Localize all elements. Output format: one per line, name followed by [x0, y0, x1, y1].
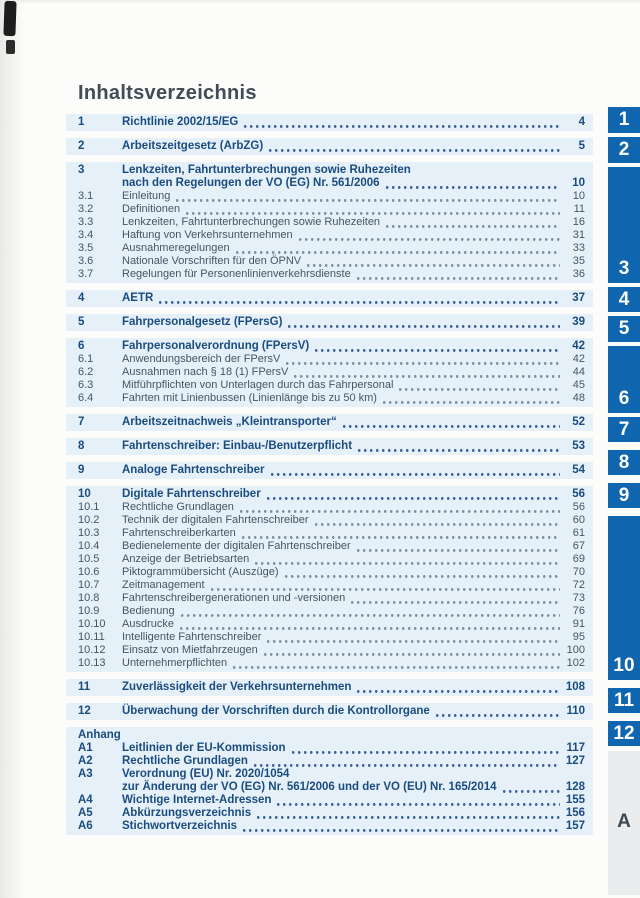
toc-entry [78, 164, 585, 177]
toc-entry-number: 6.2 [78, 366, 94, 378]
toc-entry-number: 10.10 [78, 618, 106, 630]
toc-entry-number: 10.8 [78, 592, 100, 604]
dotted-leader [267, 633, 560, 644]
toc-entry-number: A6 [78, 820, 93, 832]
toc-entry-number: 10.11 [78, 631, 105, 643]
toc-entry-title: Definitionen [122, 203, 181, 215]
toc-entry [78, 566, 585, 579]
toc-entry-page: 4 [578, 116, 585, 128]
toc-entry-page: 60 [572, 514, 585, 526]
dotted-leader [351, 594, 560, 605]
scan-artifact-mark [6, 40, 15, 54]
dotted-leader [399, 381, 560, 392]
dotted-leader [286, 355, 560, 366]
dotted-leader [503, 783, 560, 794]
toc-entry-page: 48 [572, 392, 585, 404]
toc-entry-title: Fahrtenschreibergenerationen und -versionen [122, 592, 346, 604]
toc-entry [78, 755, 585, 768]
toc-entry-title: Ausnahmen nach § 18 (1) FPersV [122, 366, 289, 378]
toc-entry-page: 31 [572, 229, 585, 241]
chapter-tab-label: 1 [618, 109, 630, 130]
chapter-tab-label: 9 [618, 484, 630, 506]
toc-entry-page: 45 [572, 379, 585, 391]
toc-entry-title: Fahrten mit Linienbussen (Linienlänge bis zu 50 km) [122, 392, 377, 404]
toc-entry-title: Haftung von Verkehrsunternehmen [122, 229, 293, 241]
toc-group [66, 290, 593, 307]
toc-entry [78, 729, 585, 742]
toc-entry-number: 6.4 [78, 392, 94, 404]
toc-entry-number: 10 [78, 488, 91, 500]
toc-entry-page: 33 [572, 242, 585, 254]
toc-entry [78, 177, 585, 190]
toc-entry-title: AETR [122, 292, 154, 304]
toc-group [66, 162, 593, 283]
dotted-leader [269, 142, 560, 153]
dotted-leader [271, 466, 560, 477]
toc-entry-title: Ausdrucke [122, 618, 174, 630]
chapter-tab-label: 6 [618, 388, 630, 409]
toc-entry [78, 255, 585, 268]
toc-entry-title: Arbeitszeitgesetz (ArbZG) [122, 140, 264, 152]
toc-entry-page: 70 [572, 566, 585, 578]
dotted-leader [176, 192, 560, 203]
toc-group [66, 314, 593, 331]
toc-entry-page: 117 [566, 742, 585, 754]
toc-entry-title: Nationale Vorschriften für den ÖPNV [122, 255, 302, 267]
dotted-leader [307, 257, 560, 268]
toc-entry-number: A5 [78, 807, 93, 819]
scan-edge-shadow [0, 0, 24, 898]
toc-entry-title: Digitale Fahrtenschreiber [122, 488, 261, 500]
toc-entry-number: 3.3 [78, 216, 94, 228]
toc-entry-number: 6.3 [78, 379, 94, 391]
chapter-tab-5 [608, 316, 640, 342]
toc-entry-page: 39 [572, 316, 585, 328]
chapter-tab-label: 8 [618, 451, 630, 473]
toc-entry-number: 6 [78, 340, 85, 352]
scan-artifact-mark [3, 1, 16, 36]
chapter-tab-label: 11 [613, 689, 635, 711]
chapter-tab-label: 2 [618, 139, 630, 160]
toc-entry [78, 553, 585, 566]
toc-entry-title: Einsatz von Mietfahrzeugen [122, 644, 258, 656]
toc-entry-number: 10.1 [78, 501, 100, 513]
toc-entry-number: 7 [78, 416, 85, 428]
toc-entry-title: Intelligente Fahrtenschreiber [122, 631, 262, 643]
chapter-tab-label: 5 [618, 318, 630, 339]
toc-entry [78, 781, 585, 794]
toc-entry [78, 540, 585, 553]
toc-group [66, 462, 593, 479]
toc-group [66, 486, 593, 672]
toc-list [66, 114, 593, 835]
toc-entry [78, 605, 585, 618]
chapter-tab-label: 10 [613, 655, 635, 676]
toc-entry-number: 12 [78, 705, 91, 717]
toc-entry-page: 56 [572, 488, 585, 500]
toc-entry [78, 216, 585, 229]
chapter-tab-7 [608, 417, 640, 442]
toc-entry-number: Anhang [78, 729, 121, 741]
toc-entry-page: 73 [572, 592, 585, 604]
dotted-leader [358, 442, 560, 453]
toc-entry-title: Zuverlässigkeit der Verkehrsunternehmen [122, 681, 352, 693]
toc-entry-page: 37 [572, 292, 585, 304]
toc-entry-number: 1 [78, 116, 85, 128]
toc-group [66, 114, 593, 131]
toc-entry-page: 54 [572, 464, 585, 476]
toc-entry-page: 127 [565, 755, 585, 767]
toc-entry-title: Anzeige der Betriebsarten [122, 553, 250, 565]
toc-entry-number: A3 [78, 768, 93, 780]
toc-entry [78, 379, 585, 392]
toc-page [66, 83, 593, 842]
toc-entry-page: 56 [572, 501, 585, 513]
chapter-tab-6 [608, 346, 640, 413]
toc-entry-page: 10 [572, 177, 585, 189]
dotted-leader [264, 646, 560, 657]
toc-entry [78, 116, 585, 129]
toc-entry-number: A2 [78, 755, 93, 767]
toc-entry [78, 820, 585, 833]
dotted-leader [285, 568, 560, 579]
toc-entry-page: 42 [572, 353, 585, 365]
toc-entry [78, 681, 585, 694]
chapter-tab-10 [608, 516, 640, 680]
toc-entry-page: 52 [572, 416, 585, 428]
toc-entry-title: Abkürzungsverzeichnis [122, 807, 252, 819]
toc-entry [78, 366, 585, 379]
toc-entry-page: 44 [572, 366, 585, 378]
toc-entry-page: 110 [566, 705, 585, 717]
toc-entry-number: 3.6 [78, 255, 94, 267]
toc-entry-title: Bedienung [122, 605, 175, 617]
toc-entry-number: 6.1 [78, 353, 94, 365]
toc-entry-title: Technik der digitalen Fahrtenschreiber [122, 514, 309, 526]
toc-entry [78, 464, 585, 477]
dotted-leader [386, 179, 560, 190]
toc-entry-number: 3.5 [78, 242, 94, 254]
toc-entry-title: Verordnung (EU) Nr. 2020/1054 [122, 768, 290, 780]
toc-group [66, 679, 593, 696]
toc-entry-page: 10 [572, 190, 585, 202]
toc-entry [78, 657, 585, 670]
toc-entry-title: Einleitung [122, 190, 171, 202]
toc-entry-number: 10.5 [78, 553, 100, 565]
dotted-leader [181, 607, 560, 618]
toc-entry-title: Ausnahmeregelungen [122, 242, 230, 254]
toc-entry-page: 11 [573, 203, 585, 215]
dotted-leader [233, 659, 560, 670]
toc-entry-title: Anwendungsbereich der FPersV [122, 353, 281, 365]
toc-entry-number: 10.13 [78, 657, 106, 669]
dotted-leader [343, 418, 560, 429]
toc-group [66, 414, 593, 431]
toc-entry [78, 440, 585, 453]
toc-entry [78, 618, 585, 631]
toc-entry-title: Piktogrammübersicht (Auszüge) [122, 566, 279, 578]
toc-entry-title: Fahrpersonalverordnung (FPersV) [122, 340, 310, 352]
toc-entry [78, 592, 585, 605]
chapter-tab-8 [608, 450, 640, 475]
toc-entry-number: 10.2 [78, 514, 100, 526]
toc-entry-page: 91 [572, 618, 585, 630]
chapter-tab-3 [608, 167, 640, 283]
toc-entry-title: Leitlinien der EU-Kommission [122, 742, 286, 754]
dotted-leader [236, 244, 560, 255]
dotted-leader [240, 503, 560, 514]
toc-entry [78, 631, 585, 644]
toc-entry-number: A1 [78, 742, 93, 754]
chapter-tab-label: 7 [618, 418, 630, 440]
dotted-leader [244, 118, 560, 129]
toc-entry [78, 742, 585, 755]
toc-entry-page: 61 [572, 527, 585, 539]
toc-entry [78, 229, 585, 242]
toc-entry-number: 10.12 [78, 644, 106, 656]
dotted-leader [294, 368, 560, 379]
toc-entry [78, 644, 585, 657]
toc-entry [78, 514, 585, 527]
toc-entry-title: Rechtliche Grundlagen [122, 755, 248, 767]
toc-entry [78, 807, 585, 820]
toc-entry-page: 100 [566, 644, 585, 656]
toc-entry [78, 316, 585, 329]
toc-group [66, 138, 593, 155]
toc-entry-title: Fahrtenschreiberkarten [122, 527, 236, 539]
dotted-leader [254, 757, 560, 768]
dotted-leader [357, 542, 560, 553]
toc-entry [78, 501, 585, 514]
toc-entry-title: Lenkzeiten, Fahrtunterbrechungen sowie Ruhezeiten [122, 216, 381, 228]
toc-entry [78, 190, 585, 203]
toc-entry-page: 128 [565, 781, 585, 793]
toc-entry-page: 156 [565, 807, 585, 819]
chapter-tab-12 [608, 721, 640, 746]
toc-entry [78, 292, 585, 305]
toc-entry-page: 36 [572, 268, 585, 280]
toc-entry [78, 527, 585, 540]
dotted-leader [357, 270, 560, 281]
dotted-leader [315, 516, 561, 527]
dotted-leader [267, 490, 560, 501]
toc-entry-page: 76 [572, 605, 585, 617]
toc-entry-title: Regelungen für Personenlinienverkehrsdienste [122, 268, 351, 280]
toc-entry-title: Fahrpersonalgesetz (FPersG) [122, 316, 283, 328]
toc-entry-number: 10.6 [78, 566, 100, 578]
toc-entry-number: 8 [78, 440, 85, 452]
toc-entry-title: nach den Regelungen der VO (EG) Nr. 561/2006 [122, 177, 380, 189]
toc-entry-number: 2 [78, 140, 85, 152]
toc-group [66, 727, 593, 835]
toc-entry-number: 11 [78, 681, 91, 693]
toc-entry-number: 10.7 [78, 579, 100, 591]
chapter-tab-2 [608, 137, 640, 163]
chapter-tab-A [608, 751, 640, 895]
toc-group [66, 338, 593, 407]
dotted-leader [257, 809, 560, 820]
toc-entry-number: 5 [78, 316, 85, 328]
toc-entry-number: 9 [78, 464, 85, 476]
toc-entry-title: Stichwortverzeichnis [122, 820, 238, 832]
toc-entry [78, 268, 585, 281]
toc-entry-title: Mitführpflichten von Unterlagen durch das Fahrpersonal [122, 379, 394, 391]
page-title: Inhaltsverzeichnis [78, 82, 257, 104]
dotted-leader [288, 318, 560, 329]
dotted-leader [315, 342, 560, 353]
toc-entry [78, 768, 585, 781]
dotted-leader [186, 205, 560, 216]
toc-entry-page: 102 [566, 657, 585, 669]
toc-entry-page: 67 [572, 540, 585, 552]
dotted-leader [255, 555, 560, 566]
toc-entry-title: Lenkzeiten, Fahrtunterbrechungen sowie Ruhezeiten [122, 164, 411, 176]
chapter-tab-label: A [617, 810, 631, 832]
toc-entry-number: 3.7 [78, 268, 94, 280]
toc-entry [78, 140, 585, 153]
toc-entry [78, 488, 585, 501]
toc-entry-page: 53 [572, 440, 585, 452]
toc-entry [78, 579, 585, 592]
chapter-tab-11 [608, 688, 640, 713]
dotted-leader [211, 581, 560, 592]
toc-entry-page: 5 [578, 140, 585, 152]
chapter-tab-1 [608, 107, 640, 133]
toc-entry-page: 42 [572, 340, 585, 352]
toc-entry-page: 35 [572, 255, 585, 267]
toc-entry [78, 705, 585, 718]
toc-entry-number: 10.9 [78, 605, 100, 617]
toc-entry-title: Unternehmerpflichten [122, 657, 228, 669]
toc-entry-number: 4 [78, 292, 85, 304]
toc-entry-page: 95 [572, 631, 585, 643]
dotted-leader [242, 529, 560, 540]
dotted-leader [299, 231, 560, 242]
scan-top-shadow [0, 0, 640, 4]
dotted-leader [277, 796, 560, 807]
dotted-leader [159, 294, 560, 305]
dotted-leader [180, 620, 560, 631]
toc-entry [78, 340, 585, 353]
toc-entry [78, 794, 585, 807]
toc-entry-page: 155 [565, 794, 585, 806]
toc-entry-title: zur Änderung der VO (EG) Nr. 561/2006 und der VO (EU) Nr. 165/2014 [122, 781, 497, 793]
toc-entry-number: A4 [78, 794, 93, 806]
toc-group [66, 703, 593, 720]
dotted-leader [386, 218, 560, 229]
toc-entry-number: 3.2 [78, 203, 94, 215]
chapter-tab-9 [608, 483, 640, 508]
toc-entry [78, 242, 585, 255]
toc-entry-number: 10.4 [78, 540, 100, 552]
toc-entry-title: Überwachung der Vorschriften durch die Kontrollorgane [122, 705, 430, 717]
toc-entry [78, 416, 585, 429]
toc-entry [78, 203, 585, 216]
toc-entry-number: 10.3 [78, 527, 100, 539]
chapter-tab-strip [608, 0, 640, 898]
toc-entry-page: 108 [565, 681, 585, 693]
toc-entry-title: Rechtliche Grundlagen [122, 501, 234, 513]
dotted-leader [243, 822, 560, 833]
toc-entry-page: 157 [565, 820, 585, 832]
dotted-leader [357, 683, 560, 694]
toc-entry-title: Fahrtenschreiber: Einbau-/Benutzerpflicht [122, 440, 353, 452]
toc-entry-title: Analoge Fahrtenschreiber [122, 464, 265, 476]
toc-entry [78, 392, 585, 405]
dotted-leader [292, 744, 560, 755]
toc-entry [78, 353, 585, 366]
toc-entry-page: 72 [572, 579, 585, 591]
dotted-leader [383, 394, 560, 405]
toc-entry-number: 3.1 [78, 190, 94, 202]
toc-entry-page: 16 [572, 216, 585, 228]
toc-entry-title: Richtlinie 2002/15/EG [122, 116, 239, 128]
chapter-tab-label: 4 [618, 288, 630, 310]
toc-entry-number: 3 [78, 164, 85, 176]
dotted-leader [436, 707, 560, 718]
toc-entry-title: Bedienelemente der digitalen Fahrtenschreiber [122, 540, 351, 552]
toc-entry-title: Arbeitszeitnachweis „Kleintransporter“ [122, 416, 337, 428]
chapter-tab-4 [608, 287, 640, 312]
toc-entry-title: Wichtige Internet-Adressen [122, 794, 272, 806]
toc-entry-number: 3.4 [78, 229, 94, 241]
toc-entry-title: Zeitmanagement [122, 579, 205, 591]
chapter-tab-label: 3 [618, 258, 630, 279]
toc-entry-page: 69 [572, 553, 585, 565]
toc-group [66, 438, 593, 455]
chapter-tab-label: 12 [613, 722, 635, 744]
